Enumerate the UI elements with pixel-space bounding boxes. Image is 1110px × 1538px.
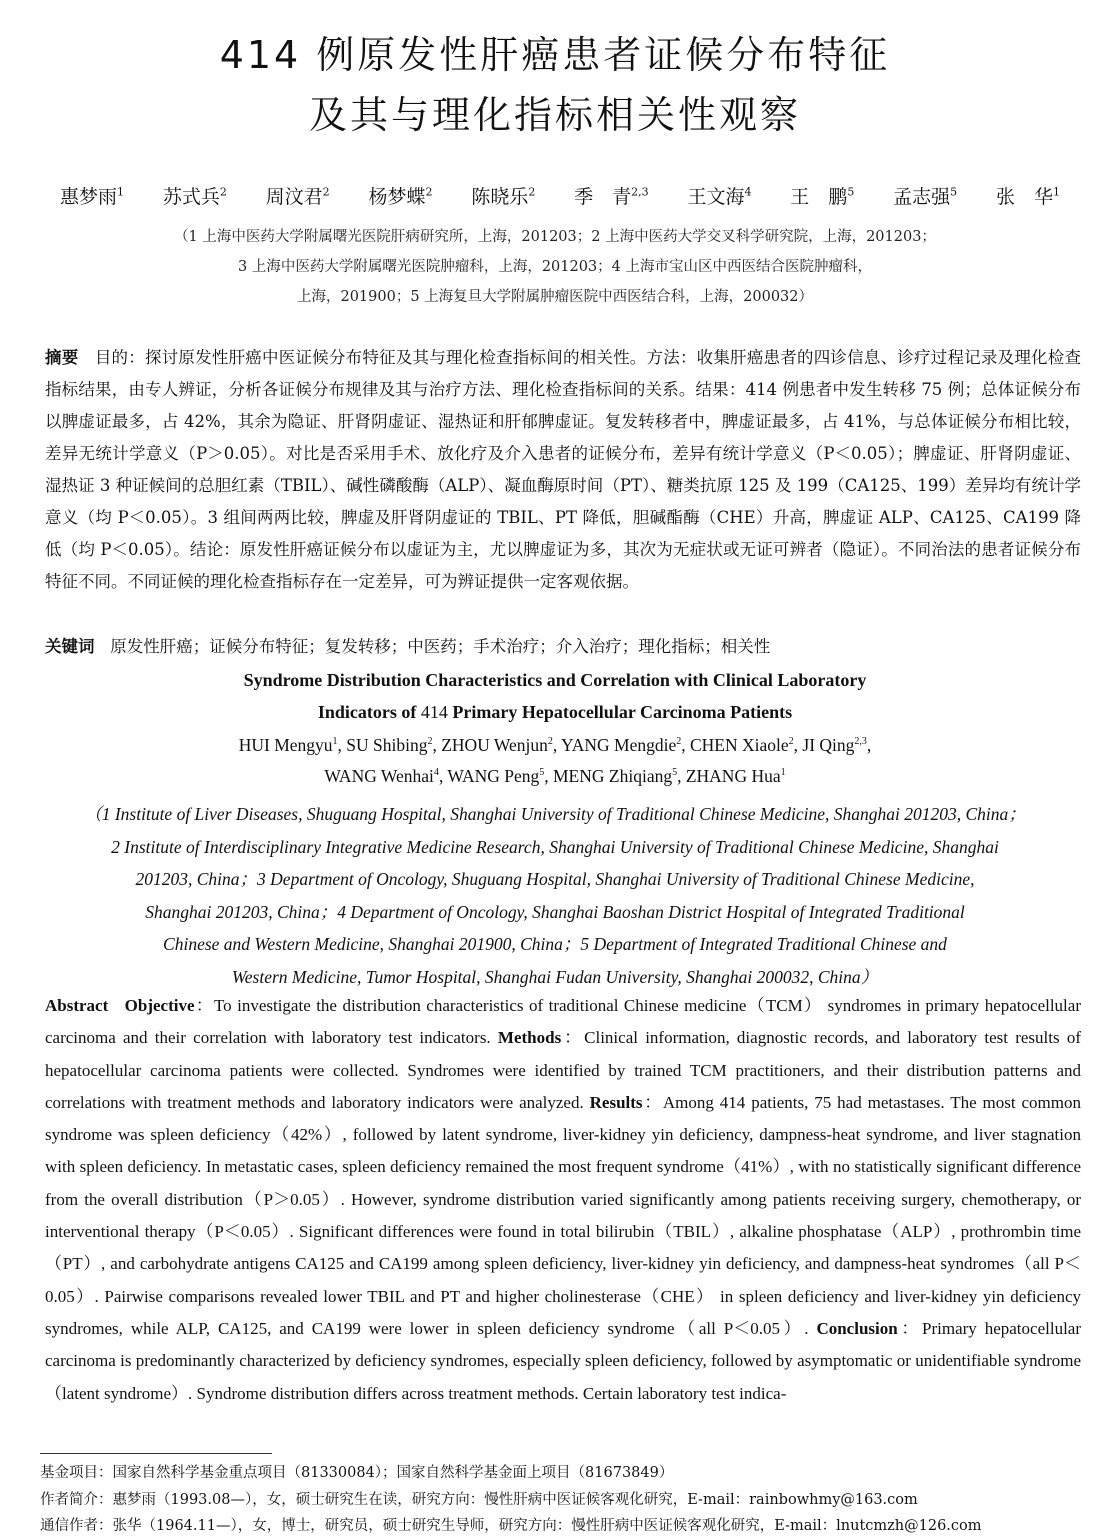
abstract-en-label: Abstract (45, 996, 109, 1015)
keywords-cn-text: 原发性肝癌；证候分布特征；复发转移；中医药；手术治疗；介入治疗；理化指标；相关性 (110, 637, 771, 656)
results-label: Results (589, 1092, 643, 1112)
affiliation-cn-line: 3 上海中医药大学附属曙光医院肿瘤科，上海，201203；4 上海市宝山区中西医结合医院肿瘤科， (237, 259, 873, 275)
affiliations-en (20, 798, 1090, 993)
affiliation-en-line: （1 Institute of Liver Diseases, Shuguang Hospital, Shanghai University of Traditional Chinese Medicine, Shanghai 201203, China； (84, 804, 1026, 824)
author-cn: 苏式兵$^2$ (162, 185, 227, 208)
abstract-en (45, 990, 1081, 1410)
affiliation-en-line: Western Medicine, Tumor Hospital, Shanghai Fudan University, Shanghai 200032, China） (231, 966, 879, 987)
author-list-en-line-1: HUI Mengyu$^1$, SU Shibing$^2$, ZHOU Wenjun$^2$, YANG Mengdie$^2$, CHEN Xiaole$^2$, JI Qing$^{2,3}$, (238, 735, 872, 755)
footnote-corresponding: 通信作者：张华（1964.11—），女，博士，研究员，硕士研究生导师，研究方向：慢性肝病中医证候客观化研究，E-mail：lnutcmzh@126.com (40, 1518, 982, 1534)
keywords-cn (45, 633, 1081, 657)
abstract-cn-label: 摘要 (45, 348, 79, 367)
author-cn: 王 鹏$^5$ (790, 185, 855, 208)
footnote-author-info: 作者简介：惠梦雨（1993.08—），女，硕士研究生在读，研究方向：慢性肝病中医证候客观化研究，E-mail：rainbowhmy@163.com (40, 1492, 918, 1508)
author-cn: 杨梦蝶$^2$ (368, 185, 433, 208)
affiliation-en-line: 201203, China；3 Department of Oncology, Shuguang Hospital, Shanghai University of Traditional Chinese Medicine, (135, 869, 975, 889)
conclusion-label: Conclusion (816, 1318, 898, 1338)
author-list-en-line-2: WANG Wenhai$^4$, WANG Peng$^5$, MENG Zhiqiang$^5$, ZHANG Hua$^1$ (324, 766, 786, 786)
methods-label: Methods (497, 1028, 562, 1048)
keywords-cn-label: 关键词 (45, 637, 95, 656)
objective-label: Objective (124, 996, 195, 1015)
abstract-cn-text: 目的：探讨原发性肝癌中医证候分布特征及其与理化检查指标间的相关性。方法：收集肝癌患者的四诊信息、诊疗过程记录及理化检查指标结果，由专人辨证，分析各证候分布规律及其与治疗方法、理化检查指标间的关系。结果：414 例患者中发生转移 75 例；总体证候分布以脾虚证最多，占 42%，其余为隐证、肝肾阴虚证、湿热证和肝郁脾虚证。复发转移者中，脾虚证最多，占 41%，与总体证候分布相比较，差异无统计学意义（P＞0.05）。对比是否采用手术、放化疗及介入患者的证候分布，差异有统计学意义（P＜0.05）；脾虚证、肝肾阴虚证、湿热证 3 种证候间的总胆红素（TBIL）、碱性磷酸酶（ALP）、凝血酶原时间（PT）、糖类抗原 125 及 199（CA125、199）差异均有统计学意义（均 P＜0.05）。3 组间两两比较，脾虚及肝肾阴虚证的 TBIL、PT 降低，胆碱酯酶（CHE）升高，脾虚证 ALP、CA125、CA199 降低（均 P＜0.05）。结论：原发性肝癌证候分布以虚证为主，尤以脾虚证为多，其次为无症状或无证可辨者（隐证）。不同治法的患者证候分布特征不同。不同证候的理化检查指标存在一定差异，可为辨证提供一定客观依据。 (45, 348, 1081, 591)
footnote-funding: 基金项目：国家自然科学基金重点项目（81330084）；国家自然科学基金面上项目（81673849） (40, 1465, 674, 1481)
title-line-2: 及其与理化指标相关性观察 (308, 93, 801, 137)
author-list-cn (60, 182, 1060, 209)
english-title-line-1: Syndrome Distribution Characteristics and Correlation with Clinical Laboratory (243, 670, 867, 690)
objective-text: ：To investigate the distribution characteristics of traditional Chinese medicine（TCM） syndromes in primary hepatocellular carcinoma and their correlation with laboratory test indicators. (45, 996, 1081, 1048)
author-cn: 孟志强$^5$ (893, 185, 958, 208)
author-cn: 季 青$^{2,3}$ (574, 185, 649, 208)
author-cn: 张 华$^1$ (995, 185, 1060, 208)
conclusion-text: ：Primary hepatocellular carcinoma is predominantly characterized by deficiency syndromes, especially spleen deficiency, followed by asymptomatic or unidentifiable syndrome（latent syndrome）. Syndrome distribution differs across treatment methods. Certain laboratory test indica- (45, 1318, 1081, 1403)
author-cn: 王文海$^4$ (687, 185, 752, 208)
affiliation-cn-line: （1 上海中医药大学附属曙光医院肝病研究所，上海，201203；2 上海中医药大学交叉科学研究院，上海，201203； (174, 229, 936, 245)
author-cn: 周汶君$^2$ (265, 185, 330, 208)
affiliation-cn-line: 上海，201900；5 上海复旦大学附属肿瘤医院中西医结合科，上海，200032） (296, 289, 814, 305)
english-title-line-2: Indicators of 414 Primary Hepatocellular Carcinoma Patients (317, 702, 793, 722)
affiliation-en-line: Shanghai 201203, China；4 Department of Oncology, Shanghai Baoshan District Hospital of Integrated Traditional (145, 901, 965, 922)
author-cn: 惠梦雨$^1$ (60, 185, 125, 208)
results-text: ：Among 414 patients, 75 had metastases. The most common syndrome was spleen deficiency（42%）, followed by latent syndrome, liver-kidney yin deficiency, dampness-heat syndrome, and liver stagnation with spleen deficiency. In metastatic cases, spleen deficiency remained the most frequent syndrome（41%）, with no statistically significant difference from the overall distribution（P＞0.05）. However, syndrome distribution varied significantly among patients receiving surgery, chemotherapy, or interventional therapy（P＜0.05）. Significant differences were found in total bilirubin（TBIL）, alkaline phosphatase（ALP）, prothrombin time（PT）, and carbohydrate antigens CA125 and CA199 among spleen deficiency, liver-kidney yin deficiency, and dampness-heat syndromes（all P＜0.05）. Pairwise comparisons revealed lower TBIL and PT and higher cholinesterase（CHE） in spleen deficiency and liver-kidney yin deficiency syndromes, while ALP, CA125, and CA199 were lower in spleen deficiency syndrome（all P＜0.05）. (45, 1092, 1082, 1338)
author-cn: 陈晓乐$^2$ (471, 185, 536, 208)
affiliation-en-line: Chinese and Western Medicine, Shanghai 201900, China；5 Department of Integrated Traditional Chinese and (163, 934, 947, 954)
abstract-cn (45, 342, 1081, 598)
methods-text: ：Clinical information, diagnostic records, and laboratory test results of hepatocellular carcinoma patients were collected. Syndromes were identified by trained TCM practitioners, and their distribution patterns and correlations with treatment methods and laboratory indicators were analyzed. (45, 1028, 1081, 1112)
affiliation-en-line: 2 Institute of Interdisciplinary Integrative Medicine Research, Shanghai University of Traditional Chinese Medicine, Shanghai (111, 836, 999, 857)
title-line-1: 414 例原发性肝癌患者证候分布特征 (219, 33, 891, 77)
footnote-divider (40, 1453, 272, 1454)
